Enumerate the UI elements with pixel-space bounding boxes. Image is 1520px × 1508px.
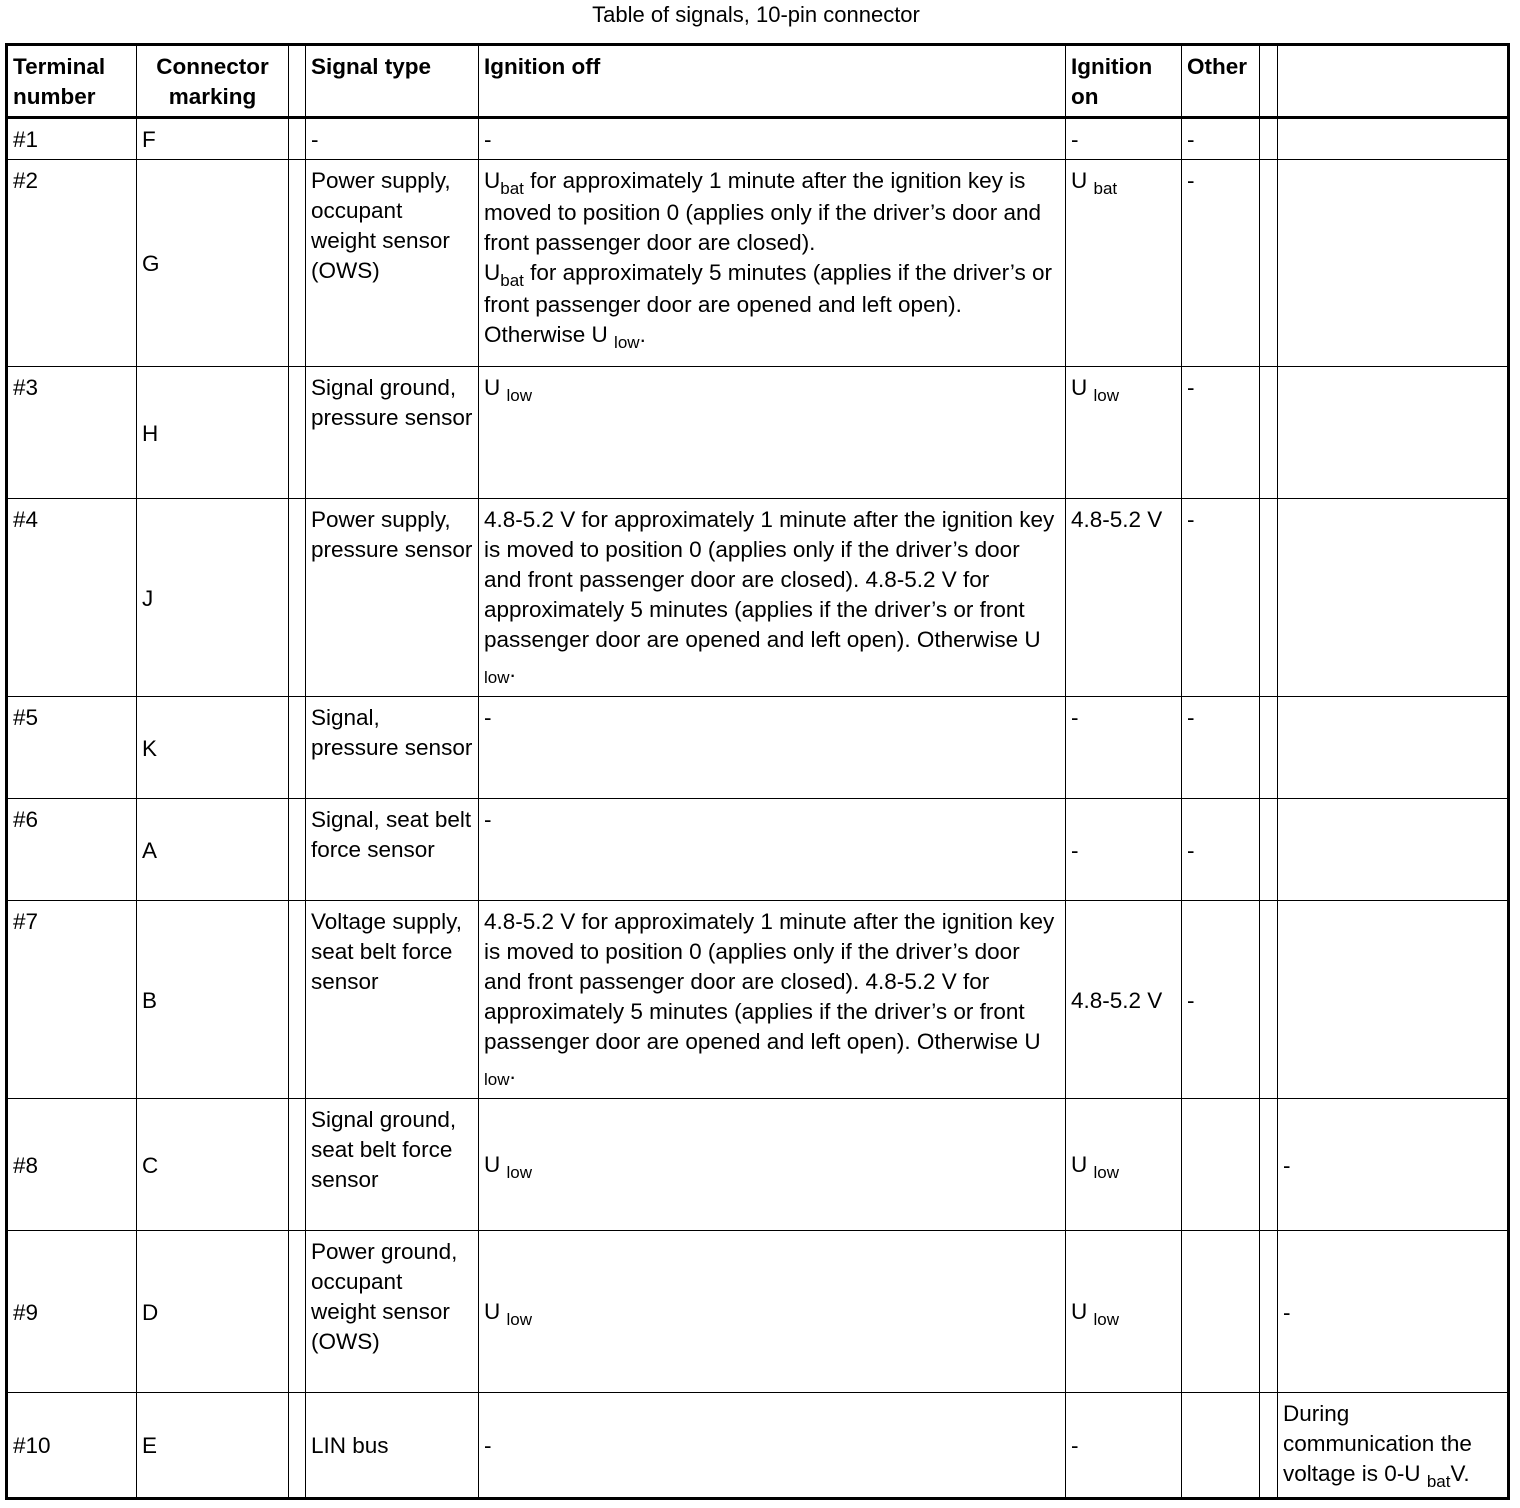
spacer-cell [1260,499,1278,697]
other-cell [1182,1393,1260,1499]
spacer-cell [1260,1231,1278,1393]
header-spacer [1260,45,1278,118]
table-row [7,1099,1509,1231]
spacer-cell [1260,901,1278,1099]
signal-cell: Power supply, occupant weight sensor (OWS) [306,160,479,367]
ignition-on-cell: - [1066,1393,1182,1499]
ignition-on-cell: U $_{low}$ [1066,367,1182,499]
signal-cell: Signal, seat belt force sensor [306,799,479,901]
spacer-cell [1260,160,1278,367]
terminal-cell: #5 [7,697,137,799]
spacer-cell [1260,118,1278,160]
signals-table [5,43,1510,1500]
spacer-cell [289,367,306,499]
signal-cell: Signal, pressure sensor [306,697,479,799]
header-ignition-off: Ignition off [479,45,1066,118]
spacer-cell [1260,367,1278,499]
terminal-cell: #10 [7,1393,137,1499]
ignition-on-cell: - [1066,118,1182,160]
ignition-off-cell: - [479,118,1066,160]
spacer-cell [289,799,306,901]
spacer-cell [1260,799,1278,901]
spacer-cell [289,160,306,367]
header-terminal-number: Terminal number [7,45,137,118]
table-row [7,1393,1509,1499]
ignition-off-cell: U $_{low}$ [479,367,1066,499]
table-row [7,799,1509,901]
spacer-cell [1260,1099,1278,1231]
connector-cell: F [137,118,289,160]
header-other: Other [1182,45,1260,118]
terminal-cell: #3 [7,367,137,499]
spacer-cell [289,499,306,697]
table-row [7,118,1509,160]
ignition-on-cell: 4.8-5.2 V [1066,499,1182,697]
spacer-cell [1260,697,1278,799]
spacer-cell [289,1099,306,1231]
extra-cell [1278,118,1509,160]
header-spacer [289,45,306,118]
header-signal-type: Signal type [306,45,479,118]
extra-cell [1278,367,1509,499]
signal-cell: Voltage supply, seat belt force sensor [306,901,479,1099]
extra-cell: During communication the voltage is 0-U $_{bat}$V. [1278,1393,1509,1499]
signal-cell: Signal ground, seat belt force sensor [306,1099,479,1231]
extra-cell [1278,901,1509,1099]
spacer-cell [289,901,306,1099]
ignition-off-cell: U $_{low}$ [479,1231,1066,1393]
other-cell: - [1182,367,1260,499]
signal-cell: Power supply, pressure sensor [306,499,479,697]
table-row [7,499,1509,697]
ignition-off-cell: U $_{low}$ [479,1099,1066,1231]
terminal-cell: #6 [7,799,137,901]
ignition-on-cell: - [1066,799,1182,901]
spacer-cell [289,1393,306,1499]
terminal-cell: #8 [7,1099,137,1231]
terminal-cell: #4 [7,499,137,697]
header-ignition-on: Ignition on [1066,45,1182,118]
other-cell [1182,1231,1260,1393]
ignition-off-cell: - [479,799,1066,901]
table-row [7,697,1509,799]
other-cell: - [1182,697,1260,799]
table-row [7,367,1509,499]
table-caption: Table of signals, 10-pin connector [592,2,920,27]
ignition-on-cell: U $_{bat}$ [1066,160,1182,367]
table-row [7,1231,1509,1393]
terminal-cell: #1 [7,118,137,160]
table-row [7,901,1509,1099]
extra-cell [1278,697,1509,799]
extra-cell [1278,499,1509,697]
other-cell: - [1182,901,1260,1099]
ignition-on-cell: 4.8-5.2 V [1066,901,1182,1099]
other-cell [1182,1099,1260,1231]
ignition-off-cell: - [479,1393,1066,1499]
spacer-cell [289,1231,306,1393]
connector-cell: H [137,367,289,499]
connector-cell: G [137,160,289,367]
spacer-cell [289,697,306,799]
signal-cell: - [306,118,479,160]
terminal-cell: #7 [7,901,137,1099]
spacer-cell [1260,1393,1278,1499]
terminal-cell: #2 [7,160,137,367]
terminal-cell: #9 [7,1231,137,1393]
connector-cell: K [137,697,289,799]
extra-cell [1278,799,1509,901]
table-row [7,160,1509,367]
header-row [7,45,1509,118]
ignition-off-cell: $U_{bat}$ for approximately 1 minute after the ignition key is moved to position 0 (applies only if the driver’s door and front passenger door are closed). $U_{bat}$ for approximately 5 minutes (applies if the driver’s or front passenger door are opened and left open). Otherwise U $_{low}$. [479,160,1066,367]
connector-cell: B [137,901,289,1099]
connector-cell: J [137,499,289,697]
ignition-off-cell: - [479,697,1066,799]
extra-cell: - [1278,1099,1509,1231]
connector-cell: A [137,799,289,901]
spacer-cell [289,118,306,160]
ignition-on-cell: - [1066,697,1182,799]
other-cell: - [1182,118,1260,160]
header-connector-marking: Connector marking [137,45,289,118]
ignition-off-cell: 4.8-5.2 V for approximately 1 minute after the ignition key is moved to position 0 (applies only if the driver’s door and front passenger door are closed). 4.8-5.2 V for approximately 5 minutes (applies if the driver’s or front passenger door are opened and left open). Otherwise U $_{low}$. [479,499,1066,697]
ignition-on-cell: U $_{low}$ [1066,1099,1182,1231]
ignition-off-cell: 4.8-5.2 V for approximately 1 minute after the ignition key is moved to position 0 (applies only if the driver’s door and front passenger door are closed). 4.8-5.2 V for approximately 5 minutes (applies if the driver’s or front passenger door are opened and left open). Otherwise U $_{low}$. [479,901,1066,1099]
ignition-on-cell: U $_{low}$ [1066,1231,1182,1393]
other-cell: - [1182,799,1260,901]
other-cell: - [1182,499,1260,697]
header-extra [1278,45,1509,118]
signal-cell: LIN bus [306,1393,479,1499]
extra-cell: - [1278,1231,1509,1393]
signal-cell: Signal ground, pressure sensor [306,367,479,499]
connector-cell: D [137,1231,289,1393]
other-cell: - [1182,160,1260,367]
extra-cell [1278,160,1509,367]
connector-cell: C [137,1099,289,1231]
signal-cell: Power ground, occupant weight sensor (OWS) [306,1231,479,1393]
connector-cell: E [137,1393,289,1499]
